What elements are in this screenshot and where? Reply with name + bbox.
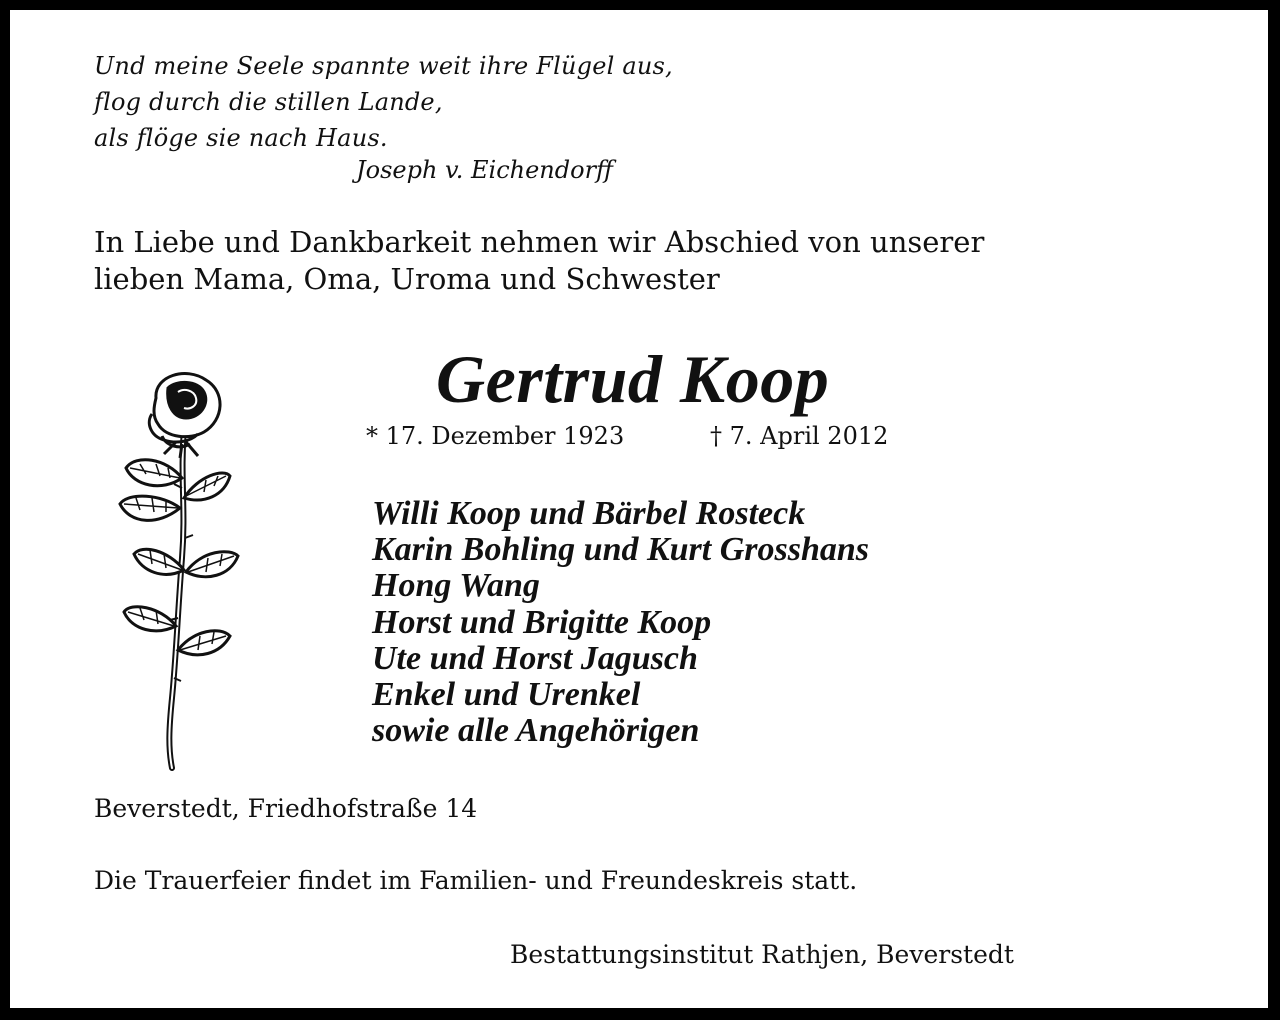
mourner-line: sowie alle Angehörigen xyxy=(372,712,700,750)
intro-line: In Liebe und Dankbarkeit nehmen wir Abschied von unserer xyxy=(94,225,985,259)
mourner-line: Willi Koop und Bärbel Rosteck xyxy=(372,495,806,532)
rose-icon xyxy=(106,358,246,778)
poem-line: als flöge sie nach Haus. xyxy=(94,124,388,152)
death-date: † 7. April 2012 xyxy=(710,422,889,450)
mourner-line: Hong Wang xyxy=(372,567,540,605)
poem-author: Joseph v. Eichendorff xyxy=(356,156,614,184)
undertaker: Bestattungsinstitut Rathjen, Beverstedt xyxy=(510,940,1014,969)
obituary-notice xyxy=(10,10,1268,1008)
poem xyxy=(94,48,673,156)
mourner-line: Enkel und Urenkel xyxy=(372,676,641,714)
mourners-list xyxy=(372,496,869,749)
poem-line: flog durch die stillen Lande, xyxy=(94,88,443,116)
address: Beverstedt, Friedhofstraße 14 xyxy=(94,794,478,823)
poem-line: Und meine Seele spannte weit ihre Flügel aus, xyxy=(94,52,673,80)
birth-date: * 17. Dezember 1923 xyxy=(366,422,625,450)
deceased-name: Gertrud Koop xyxy=(436,341,830,417)
ceremony-note: Die Trauerfeier findet im Familien- und Freundeskreis statt. xyxy=(94,866,858,895)
mourner-line: Ute und Horst Jagusch xyxy=(372,639,698,677)
intro-line: lieben Mama, Oma, Uroma und Schwester xyxy=(94,262,720,296)
mourner-line: Karin Bohling und Kurt Grosshans xyxy=(372,531,870,569)
intro-text xyxy=(94,224,984,298)
mourner-line: Horst und Brigitte Koop xyxy=(372,603,712,641)
